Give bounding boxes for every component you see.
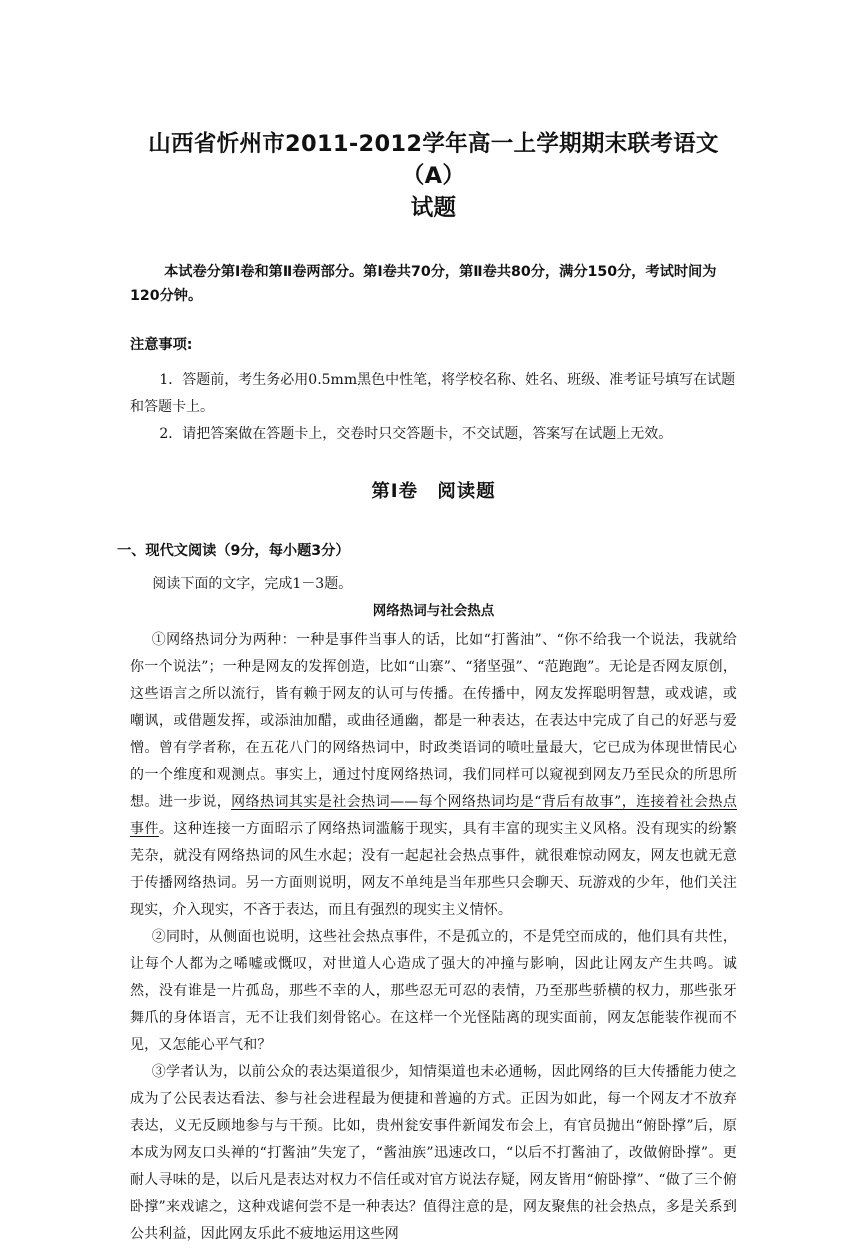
article-paragraph-3: ③学者认为，以前公众的表达渠道很少，知情渠道也未必通畅，因此网络的巨大传播能力使之成为了公民表达看法、参与社会进程最为便捷和普遍的方式。正因为如此，每一个网友才不放弃表达，义无反顾地参与与干预。比如，贵州瓮安事件新闻发布会上，有官员抛出“俯卧撑”后，原本成为网友口头禅的“打酱油”失宠了，“酱油族”迅速改口，“以后不打酱油了，改做俯卧撑”。更耐人寻味的是，以后凡是表达对权力不信任或对官方说法存疑，网友皆用“俯卧撑”、“做了三个俯卧撑”来戏谑之，这种戏谑何尝不是一种表达？值得注意的是，网友聚焦的社会热点，多是关系到公共利益，因此网友乐此不疲地运用这些网 (130, 1064, 737, 1242)
exam-title-line-2: 试题 (410, 195, 457, 221)
part-title: 第Ⅰ卷 阅读题 (371, 481, 496, 502)
section-title: 一、现代文阅读（9分，每小题3分） (117, 543, 350, 559)
underlined-sentence: 网络热词其实是社会热词——每个网络热词均是“背后有故事”，连接着社会热点事件 (130, 794, 737, 837)
section-instruction: 阅读下面的文字，完成1－3题。 (152, 576, 353, 592)
article-paragraph-2: ②同时，从侧面也说明，这些社会热点事件，不是孤立的，不是凭空而成的，他们具有共性，让每个人都为之唏嘘或慨叹，对世道人心造成了强大的冲撞与影响，因此让网友产生共鸣。诚然，没有谁是一片孤岛，那些不幸的人，那些忍无可忍的表情，乃至那些骄横的权力，那些张牙舞爪的身体语言，无不让我们刻骨铭心。在这样一个光怪陆离的现实面前，网友怎能装作视而不见，又怎能心平气和？ (130, 929, 737, 1053)
article-paragraph-1 (130, 627, 737, 924)
exam-title (130, 0, 737, 224)
notice-item: 2．请把答案做在答题卡上，交卷时只交答题卡，不交试题，答案写在试题上无效。 (159, 426, 673, 442)
article-title: 网络热词与社会热点 (372, 603, 495, 619)
article-body (130, 627, 737, 1248)
exam-intro: 本试卷分第Ⅰ卷和第Ⅱ卷两部分。第Ⅰ卷共70分，第Ⅱ卷共80分，满分150分，考试时间为120分钟。 (130, 264, 717, 304)
exam-title-line-1: 山西省忻州市2011-2012学年高一上学期期末联考语文（A） (148, 131, 719, 189)
notice-item: 1．答题前，考生务必用0.5mm黑色中性笔，将学校名称、姓名、班级、准考证号填写在试题和答题卡上。 (130, 372, 736, 415)
paragraph-text: 。这种连接一方面昭示了网络热词滥觞于现实，具有丰富的现实主义风格。没有现实的纷繁芜杂，就没有网络热词的风生水起；没有一起起社会热点事件，就很难惊动网友，网友也就无意于传播网络热词。另一方面则说明，网友不单纯是当年那些只会聊天、玩游戏的少年，他们关注现实，介入现实，不吝于表达，而且有强烈的现实主义情怀。 (130, 821, 737, 918)
paragraph-text: ①网络热词分为两种：一种是事件当事人的话，比如“打酱油”、“你不给我一个说法，我就给你一个说法”；一种是网友的发挥创造，比如“山寨”、“猪坚强”、“范跑跑”。无论是否网友原创，这些语言之所以流行，皆有赖于网友的认可与传播。在传播中，网友发挥聪明智慧，或戏谑，或嘲讽，或借题发挥，或添油加醋，或曲径通幽，都是一种表达，在表达中完成了自己的好恶与爱憎。曾有学者称，在五花八门的网络热词中，时政类语词的喷吐量最大，它已成为体现世情民心的一个维度和观测点。事实上，通过忖度网络热词，我们同样可以窥视到网友乃至民众的所思所想。进一步说， (130, 632, 737, 810)
notice-heading: 注意事项: (130, 337, 193, 353)
notice-list (130, 367, 737, 448)
